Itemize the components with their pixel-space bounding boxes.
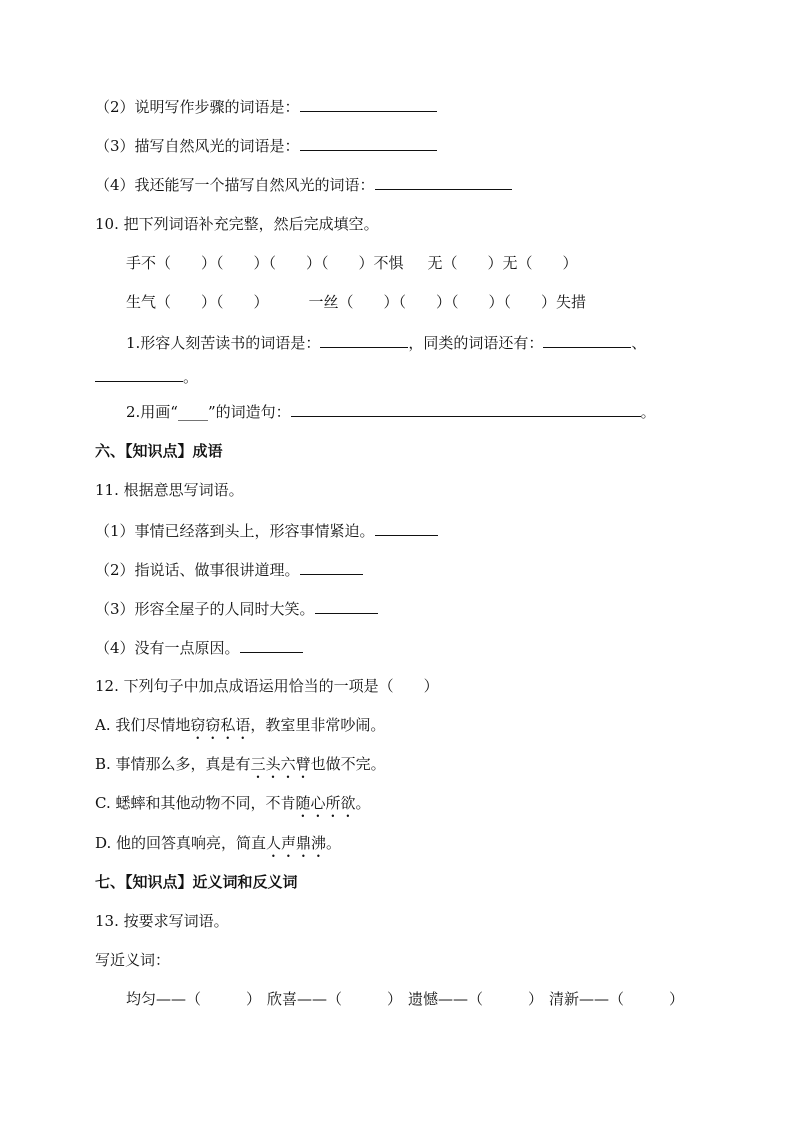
q12-option-a-pre: A. 我们尽情地 — [95, 716, 191, 734]
q10-row-1-idiom-b: 无（ ）无（ ） — [427, 254, 578, 272]
q13-pair-3: 遗憾——（ ） — [408, 990, 544, 1008]
q10-row-1-idiom-a: 手不（ ）（ ）（ ）（ ）不惧 — [126, 254, 404, 272]
q10-sub-1-mid: ，同类的词语还有： — [408, 334, 544, 352]
q12-option-b-pre: B. 事情那么多，真是有 — [95, 755, 251, 773]
q9-item-4-label: （4）我还能写一个描写自然风光的词语： — [95, 176, 375, 194]
q10-title: 10. 把下列词语补充完整，然后完成填空。 — [95, 215, 379, 233]
q10-sub-1-blank-2[interactable] — [543, 332, 631, 348]
q12-option-a-idiom: 窃窃私语 — [190, 716, 251, 734]
q13-pair-1: 均匀——（ ） — [126, 990, 262, 1008]
q9-item-4 — [95, 174, 512, 195]
q11-item-3-blank[interactable] — [315, 598, 378, 614]
q10-sub-2-end: 。 — [640, 403, 656, 421]
q10-sub-1-end: 。 — [183, 368, 199, 386]
q12-option-c-idiom: 随心所欲 — [295, 794, 356, 812]
q10-sub-2 — [126, 401, 656, 422]
q10-sub-1-cont — [95, 366, 198, 387]
q10-sub-2-mid: ”的词造句： — [207, 403, 291, 421]
q11-item-4 — [95, 637, 303, 658]
section-6-heading: 六、【知识点】成语 — [95, 442, 223, 460]
q10-row-1 — [126, 253, 578, 273]
q11-item-3 — [95, 598, 378, 619]
q10-row-2-idiom-b: 一丝（ ）（ ）（ ）（ ）失措 — [308, 293, 587, 311]
q9-item-4-blank[interactable] — [375, 174, 512, 190]
q12-option-d-pre: D. 他的回答真响亮，简直 — [95, 834, 267, 852]
q12-option-d-idiom: 人声鼎沸 — [266, 834, 327, 852]
q9-item-2 — [95, 96, 437, 117]
q9-item-2-blank[interactable] — [300, 96, 437, 112]
q11-item-1-blank[interactable] — [375, 520, 438, 536]
q13-synonym-row — [126, 989, 684, 1009]
q13-pair-4: 清新——（ ） — [549, 990, 685, 1008]
q11-item-2 — [95, 559, 363, 580]
q11-item-1-label: （1）事情已经落到头上，形容事情紧迫。 — [95, 522, 375, 540]
q10-sub-1 — [126, 332, 646, 353]
q11-item-4-blank[interactable] — [240, 637, 303, 653]
q12-option-b-idiom: 三头六臂 — [250, 755, 311, 773]
q10-sub-2-prefix: 2.用画“ — [126, 403, 178, 421]
section-7-heading: 七、【知识点】近义词和反义词 — [95, 873, 298, 891]
q10-sub-1-prefix: 1.形容人刻苦读书的词语是： — [126, 334, 321, 352]
q11-title: 11. 根据意思写词语。 — [95, 481, 244, 499]
q13-title: 13. 按要求写词语。 — [95, 912, 229, 930]
q12-option-b-post: 也做不完。 — [310, 755, 386, 773]
q12-option-d[interactable] — [95, 833, 341, 861]
q9-item-2-label: （2）说明写作步骤的词语是： — [95, 98, 300, 116]
q12-option-c[interactable] — [95, 793, 371, 821]
q11-item-3-label: （3）形容全屋子的人同时大笑。 — [95, 600, 315, 618]
q9-item-3 — [95, 135, 437, 156]
q12-option-a[interactable] — [95, 715, 385, 743]
q11-item-2-blank[interactable] — [300, 559, 363, 575]
q10-sub-1-blank-3[interactable] — [95, 366, 183, 382]
q10-row-2 — [126, 292, 586, 312]
q10-sub-2-mark: ____ — [177, 403, 208, 421]
q10-row-2-idiom-a: 生气（ ）（ ） — [126, 293, 269, 311]
q11-item-2-label: （2）指说话、做事很讲道理。 — [95, 561, 300, 579]
q12-title: 12. 下列句子中加点成语运用恰当的一项是（ ） — [95, 677, 439, 695]
q9-item-3-blank[interactable] — [300, 135, 437, 151]
q12-option-b[interactable] — [95, 754, 386, 782]
q13-pair-2: 欣喜——（ ） — [267, 990, 403, 1008]
q10-sub-2-blank[interactable] — [291, 401, 641, 417]
q13-sub-label: 写近义词： — [95, 951, 171, 969]
q11-item-4-label: （4）没有一点原因。 — [95, 639, 240, 657]
q12-option-c-pre: C. 蟋蟀和其他动物不同，不肯 — [95, 794, 296, 812]
q10-sub-1-sep: 、 — [631, 334, 647, 352]
q9-item-3-label: （3）描写自然风光的词语是： — [95, 137, 300, 155]
q12-option-a-post: ，教室里非常吵闹。 — [250, 716, 386, 734]
q11-item-1 — [95, 520, 438, 541]
q10-sub-1-blank-1[interactable] — [320, 332, 408, 348]
q12-option-d-post: 。 — [326, 834, 342, 852]
q12-option-c-post: 。 — [355, 794, 371, 812]
